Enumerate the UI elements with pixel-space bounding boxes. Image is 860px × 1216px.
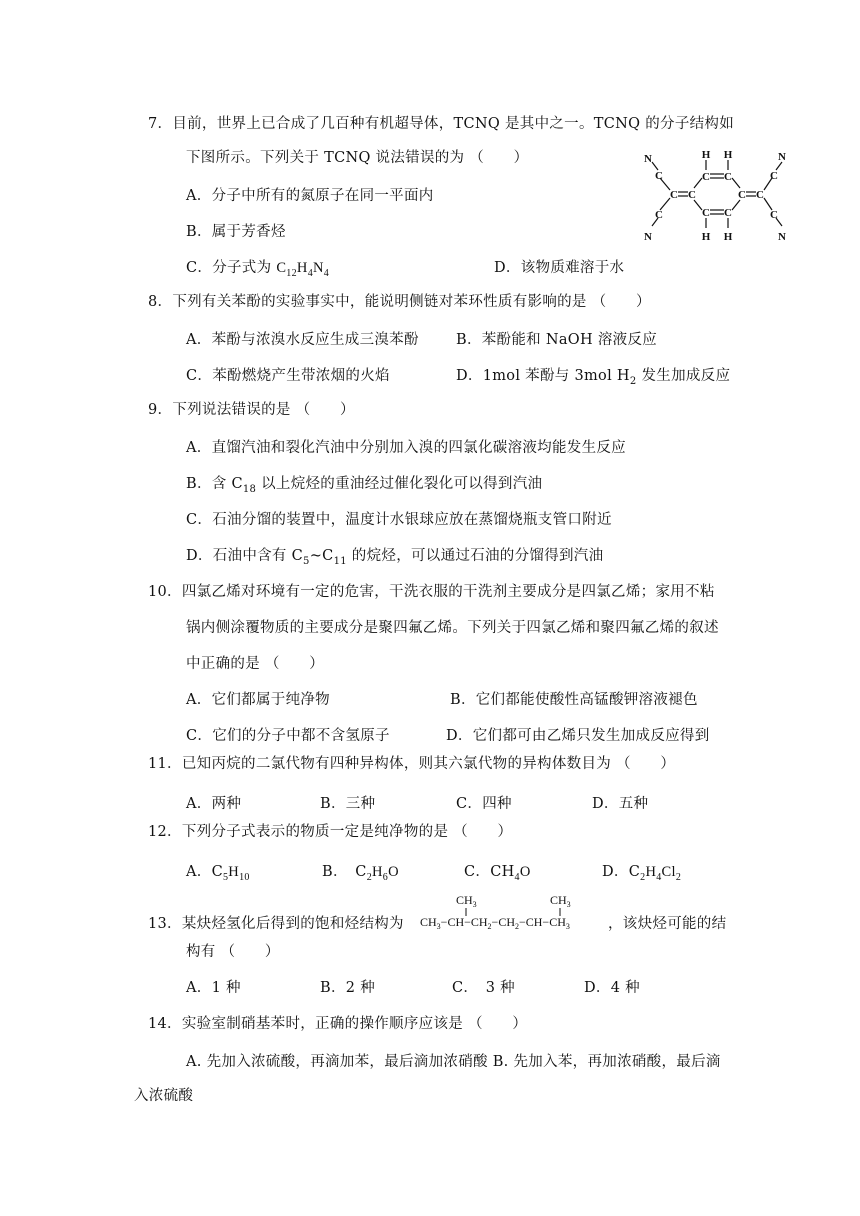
q12-stem: 12．下列分子式表示的物质一定是纯净物的是 （ ） <box>148 824 513 840</box>
q9-stem: 9．下列说法错误的是 （ ） <box>148 402 355 418</box>
q12-option-c: C．$CH_4O$ <box>464 864 531 883</box>
atom-n: N <box>778 151 786 163</box>
q11-option-c: C．四种 <box>456 796 512 812</box>
q12-option-d: D．$C_2H_4Cl_2$ <box>602 864 682 883</box>
atom-h: H <box>701 231 711 243</box>
atom-c: C <box>756 189 764 201</box>
q8-stem: 8．下列有关苯酚的实验事实中，能说明侧链对苯环性质有影响的是 （ ） <box>148 294 651 310</box>
atom-h: H <box>723 231 733 243</box>
q12-option-b: B． $C_2H_6O$ <box>322 864 399 883</box>
atom-c: C <box>655 209 663 221</box>
atom-c: C <box>738 189 746 201</box>
q8-option-a: A．苯酚与浓溴水反应生成三溴苯酚 <box>186 332 419 348</box>
atom-c: C <box>702 171 710 183</box>
methyl-branch-2: $CH_3$ <box>550 893 571 909</box>
atom-c: C <box>670 189 678 201</box>
q11-option-a: A．两种 <box>186 796 242 812</box>
q11-option-b: B．三种 <box>320 796 376 812</box>
alkane-structure <box>420 892 606 938</box>
atom-h: H <box>723 149 733 161</box>
q8-option-b: B．苯酚能和 NaOH 溶液反应 <box>456 332 658 348</box>
q9-option-a: A．直馏汽油和裂化汽油中分别加入溴的四氯化碳溶液均能发生反应 <box>186 440 626 456</box>
q13-stem-post: ，该炔烃可能的结 <box>608 916 727 932</box>
q10-option-b: B．它们都能使酸性高锰酸钾溶液褪色 <box>450 692 698 708</box>
atom-n: N <box>644 153 652 165</box>
atom-c: C <box>655 170 663 182</box>
q10-stem-line1: 10．四氯乙烯对环境有一定的危害，干洗衣服的干洗剂主要成分是四氯乙烯；家用不粘 <box>148 584 715 600</box>
q10-option-c: C．它们的分子中都不含氢原子 <box>186 728 390 744</box>
main-chain: $CH_3-CH-CH_2-CH_2-CH-CH_3$ <box>420 915 570 931</box>
q13-option-a: A．1 种 <box>186 980 241 996</box>
q13-stem-line2: 构有 （ ） <box>186 944 280 960</box>
q14-options-line: A. 先加入浓硫酸，再滴加苯，最后滴加浓硝酸 B. 先加入苯，再加浓硝酸，最后滴 <box>186 1054 721 1070</box>
atom-c: C <box>724 171 732 183</box>
q11-option-d: D．五种 <box>592 796 649 812</box>
q9-option-d: D．石油中含有 $C_5\sim C_{11}$ 的烷烃，可以通过石油的分馏得到汽油 <box>186 548 604 567</box>
q7-option-d: D．该物质难溶于水 <box>494 260 625 276</box>
atom-h: H <box>701 149 711 161</box>
q10-option-d: D．它们都可由乙烯只发生加成反应得到 <box>446 728 710 744</box>
atom-n: N <box>778 231 786 243</box>
atom-c: C <box>724 207 732 219</box>
q7-option-b: B．属于芳香烃 <box>186 224 286 240</box>
q13-option-c: C． 3 种 <box>452 980 515 996</box>
q10-stem-line3: 中正确的是 （ ） <box>186 656 325 672</box>
atom-c: C <box>770 209 778 221</box>
q12-option-a: A．$C_5H_{10}$ <box>186 864 250 883</box>
q10-option-a: A．它们都属于纯净物 <box>186 692 330 708</box>
tcnq-molecule-diagram <box>636 146 788 250</box>
q14-stem: 14．实验室制硝基苯时，正确的操作顺序应该是 （ ） <box>148 1016 528 1032</box>
q7-option-c: C．分子式为 $C_{12}H_4N_4$ <box>186 260 330 279</box>
q7-stem-line1: 7．目前，世界上已合成了几百种有机超导体，TCNQ 是其中之一。TCNQ 的分子结构如 <box>148 116 735 132</box>
q11-stem: 11．已知丙烷的二氯代物有四种异构体，则其六氯代物的异构体数目为 （ ） <box>148 756 676 772</box>
q8-option-d: D．1mol 苯酚与 3mol $H_2$ 发生加成反应 <box>456 368 731 387</box>
q13-option-b: B．2 种 <box>320 980 375 996</box>
q7-option-a: A．分子中所有的氮原子在同一平面内 <box>186 188 434 204</box>
atom-n: N <box>644 231 652 243</box>
atom-c: C <box>688 189 696 201</box>
q7-stem-line2: 下图所示。下列关于 TCNQ 说法错误的为 （ ） <box>186 150 529 166</box>
atom-c: C <box>702 207 710 219</box>
q14-options-continuation: 入浓硫酸 <box>134 1088 194 1104</box>
q10-stem-line2: 锅内侧涂覆物质的主要成分是聚四氟乙烯。下列关于四氯乙烯和聚四氟乙烯的叙述 <box>186 620 719 636</box>
q13-option-d: D．4 种 <box>584 980 640 996</box>
q9-option-b: B．含 $C_{18}$ 以上烷烃的重油经过催化裂化可以得到汽油 <box>186 476 543 495</box>
q8-option-c: C．苯酚燃烧产生带浓烟的火焰 <box>186 368 390 384</box>
atom-c: C <box>770 170 778 182</box>
q13-stem-pre: 13．某炔烃氢化后得到的饱和烃结构为 <box>148 916 404 932</box>
methyl-branch-1: $CH_3$ <box>456 893 477 909</box>
q9-option-c: C．石油分馏的装置中，温度计水银球应放在蒸馏烧瓶支管口附近 <box>186 512 612 528</box>
